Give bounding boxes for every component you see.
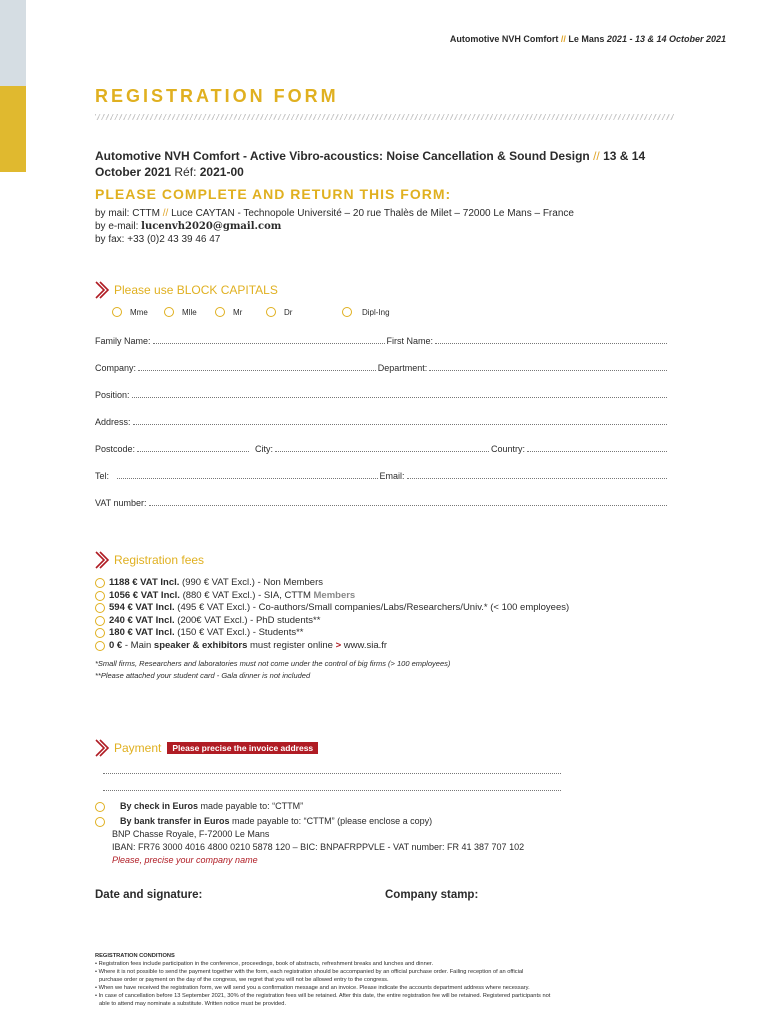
radio-mlle[interactable] [164,307,174,317]
tel-label: Tel: [95,471,110,481]
email-field[interactable] [407,471,667,479]
title-mme-label: Mme [130,307,148,317]
fee-radio[interactable] [95,591,105,601]
condition-item: purchase order or payment on the day of the congress, we regret that you will not be allowed entry to the congress. [99,977,389,983]
header-separator: // [560,34,566,44]
side-strip-grey [0,0,26,86]
ref-label: Réf: [174,165,197,179]
fee-price: 180 € VAT Incl. [109,627,175,638]
postcode-field[interactable] [137,444,249,452]
fee-option-phd[interactable] [95,615,569,628]
arrow-icon: > [335,639,342,651]
row-vat [95,498,669,508]
mail-address: Luce CAYTAN - Technopole Université – 20 rue Thalès de Milet – 72000 Le Mans – France [171,208,574,219]
family-name-field[interactable] [153,336,385,344]
fee-radio[interactable] [95,578,105,588]
header-event: Automotive NVH Comfort [449,34,559,44]
title-options [112,307,390,317]
return-heading: PLEASE COMPLETE AND RETURN THIS FORM: [95,186,452,202]
stamp-label: Company stamp: [385,889,479,901]
title-dipl-ing-label: Dipl-Ing [362,307,390,317]
title-option-dr[interactable] [266,307,342,317]
invoice-address-banner: Please precise the invoice address [167,742,318,754]
event-dates: 13 & 14 October 2021 [95,149,646,179]
contact-fax: by fax: +33 (0)2 43 39 46 47 [95,234,221,245]
mail-separator: // [162,208,169,219]
fee-price: 1056 € VAT Incl. [109,589,180,601]
title-underline [95,114,675,120]
position-field[interactable] [132,390,667,398]
condition-item: • Registration fees include participation in the conference, proceedings, book of abstracts, refreshment breaks and lunches and dinner. [95,961,434,967]
email-address[interactable]: lucenvh2020@gmail.com [141,221,282,232]
header-place: Le Mans [568,34,605,44]
contact-mail [95,207,574,220]
city-label: City: [255,444,274,454]
position-label: Position: [95,390,130,400]
fee-option-coauthors[interactable] [95,602,569,615]
fee-price: 240 € VAT Incl. [109,614,175,626]
sia-link[interactable]: www.sia.fr [341,639,388,651]
fee-option-students[interactable] [95,627,569,640]
fee-radio[interactable] [95,628,105,638]
title-mr-label: Mr [233,307,243,317]
company-field[interactable] [138,363,376,371]
radio-dr[interactable] [266,307,276,317]
pay-transfer-bold: By bank transfer in Euros [120,816,230,826]
pay-transfer-rest: made payable to: “CTTM” (please enclose a copy) [229,816,433,826]
invoice-address-line-1[interactable] [103,773,561,774]
row-company [95,363,669,373]
condition-item: able to attend may nominate a substitute. Written notice must be provided. [99,1001,287,1007]
tel-field[interactable] [117,471,377,479]
fee-members-badge: Members [313,589,356,601]
side-strip-gold [0,86,26,172]
fee-desc: (495 € VAT Excl.) - Co-authors/Small companies/Labs/Researchers/Univ.* (< 100 employees) [177,602,570,613]
row-position [95,390,669,400]
address-label: Address: [95,417,131,427]
department-field[interactable] [429,363,667,371]
block-capitals-heading [95,281,278,299]
fee-option-members[interactable] [95,590,569,603]
email-label-field: Email: [379,471,405,481]
fee-radio[interactable] [95,641,105,651]
fee-radio[interactable] [95,603,105,613]
fee-desc: - Main [122,639,154,651]
conditions-heading: REGISTRATION CONDITIONS [95,953,175,959]
fee-desc: (880 € VAT Excl.) - SIA, CTTM [182,589,311,601]
title-option-mme[interactable] [112,307,164,317]
payment-heading [95,739,318,757]
title-option-mlle[interactable] [164,307,215,317]
fee-desc: (200€ VAT Excl.) - PhD students** [177,614,321,626]
page-title: REGISTRATION FORM [95,86,339,106]
condition-item: • When we have received the registration form, we will send you a confirmation message and an invoice. Please indicate the accounts department address where necessary. [95,985,530,991]
fee-speaker-rest: must register online [247,639,336,651]
running-header [450,34,726,44]
pay-transfer-radio[interactable] [95,817,105,827]
signature-label: Date and signature: [95,889,203,901]
first-name-field[interactable] [435,336,667,344]
fee-radio[interactable] [95,616,105,626]
pay-check-radio[interactable] [95,802,105,812]
header-dates: 2021 - 13 & 14 October 2021 [606,34,726,44]
fee-price: 594 € VAT Incl. [109,602,175,613]
vat-label: VAT number: [95,498,147,508]
fee-note-1: *Small firms, Researchers and laboratories must not come under the control of big firms (> 100 employees) [95,659,451,668]
fee-option-speaker[interactable] [95,640,569,653]
email-label: by e-mail: [95,221,139,232]
pay-check-option[interactable] [95,800,524,813]
title-mlle-label: Mlle [182,307,197,317]
chevron-right-icon [95,281,111,299]
address-field[interactable] [133,417,667,425]
event-separator: // [593,149,600,163]
first-name-label: First Name: [386,336,434,346]
title-option-dipl-ing[interactable] [342,307,390,317]
chevron-right-icon [95,739,111,757]
radio-mme[interactable] [112,307,122,317]
row-address [95,417,669,427]
company-label: Company: [95,363,137,373]
fee-desc: (990 € VAT Excl.) - Non Members [182,577,324,588]
country-label: Country: [490,444,525,454]
fee-price: 0 € [109,639,123,651]
pay-check-bold: By check in Euros [120,801,199,811]
fee-desc: (150 € VAT Excl.) - Students** [177,627,304,638]
fees-heading-label: Registration fees [114,553,205,567]
event-name: Automotive NVH Comfort - Active Vibro-acoustics: Noise Cancellation & Sound Design [95,149,590,163]
title-option-mr[interactable] [215,307,266,317]
title-dr-label: Dr [284,307,293,317]
fee-option-non-members[interactable] [95,577,569,590]
company-note: Please, precise your company name [112,855,258,865]
contact-email [95,220,574,233]
row-location [95,444,669,454]
payment-heading-label: Payment [114,741,162,755]
payment-options [95,800,524,867]
radio-mr[interactable] [215,307,225,317]
vat-field[interactable] [149,498,667,506]
mail-prefix: by mail: CTTM [95,208,160,219]
bank-address: BNP Chasse Royale, F-72000 Le Mans [112,829,270,839]
department-label: Department: [377,363,428,373]
city-field[interactable] [275,444,489,452]
fee-speaker-bold: speaker & exhibitors [153,639,248,651]
block-capitals-label: Please use BLOCK CAPITALS [114,283,278,297]
chevron-right-icon [95,551,111,569]
iban: IBAN: FR76 3000 4016 4800 0210 5878 120 – BIC: BNPAFRPPVLE - VAT number: FR 41 387 707 102 [112,842,525,852]
condition-item: • Where it is not possible to send the payment together with the form, each registration should be accompanied by an official purchase order. Failing reception of an official [95,969,524,975]
event-title [95,148,665,180]
postcode-label: Postcode: [95,444,136,454]
contact-block [95,207,574,246]
radio-dipl-ing[interactable] [342,307,352,317]
fees-heading [95,551,204,569]
fee-price: 1188 € VAT Incl. [109,577,180,588]
ref-number: 2021-00 [199,165,244,179]
row-names [95,336,669,346]
condition-item: • In case of cancellation before 13 September 2021, 30% of the registration fees will be retained. After this date, the entire registration fee will be retained. Registered participants not [95,993,551,999]
family-name-label: Family Name: [95,336,151,346]
invoice-address-line-2[interactable] [103,790,561,791]
fee-note-2: **Please attached your student card - Gala dinner is not included [95,671,311,680]
country-field[interactable] [527,444,667,452]
fee-options [95,577,569,652]
row-contact [95,471,669,481]
pay-check-rest: made payable to: “CTTM” [198,801,304,811]
pay-transfer-option[interactable] [95,815,524,828]
registration-conditions [95,952,670,1008]
